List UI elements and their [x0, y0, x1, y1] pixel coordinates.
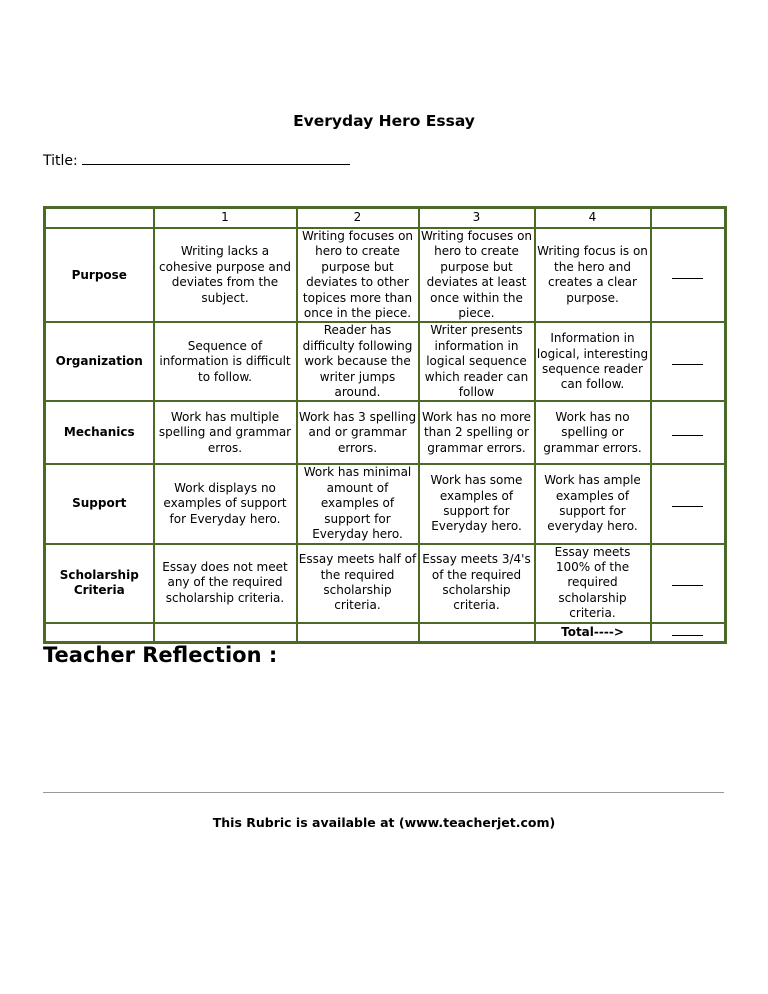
score-blank-mechanics — [651, 401, 726, 464]
empty-cell — [297, 623, 419, 643]
horizontal-divider — [43, 792, 724, 793]
score-blank-support — [651, 464, 726, 543]
criterion-cell: Essay meets 3/4's of the required scholarship criteria. — [419, 544, 535, 623]
criterion-cell: Writing lacks a cohesive purpose and deviates from the subject. — [154, 228, 297, 322]
criterion-cell: Writer presents information in logical sequence which reader can follow — [419, 322, 535, 401]
criterion-cell: Writing focuses on hero to create purpose but deviates to other topices more than once in the piece. — [297, 228, 419, 322]
row-label-organization: Organization — [45, 322, 154, 401]
rubric-row-scholarship-criteria — [45, 544, 726, 623]
score-blank-purpose — [651, 228, 726, 322]
rubric-table — [43, 206, 727, 644]
footer-text: This Rubric is available at (www.teacherjet.com) — [212, 815, 556, 830]
criterion-cell: Reader has difficulty following work because the writer jumps around. — [297, 322, 419, 401]
empty-cell — [45, 623, 154, 643]
rubric-total-row — [45, 623, 726, 643]
rubric-row-mechanics — [45, 401, 726, 464]
rubric-row-support — [45, 464, 726, 543]
score-blank-organization — [651, 322, 726, 401]
criterion-cell: Work has ample examples of support for everyday hero. — [535, 464, 651, 543]
column-header-4: 4 — [535, 208, 651, 229]
criterion-cell: Writing focus is on the hero and creates a clear purpose. — [535, 228, 651, 322]
criterion-cell: Writing focuses on hero to create purpose but deviates at least once within the piece. — [419, 228, 535, 322]
rubric-header-row — [45, 208, 726, 229]
score-blank-total — [651, 623, 726, 643]
criterion-cell: Work has no spelling or grammar errors. — [535, 401, 651, 464]
criterion-cell: Work displays no examples of support for Everyday hero. — [154, 464, 297, 543]
score-line — [672, 625, 703, 636]
criterion-cell: Work has some examples of support for Everyday hero. — [419, 464, 535, 543]
rubric-row-organization — [45, 322, 726, 401]
criterion-cell: Sequence of information is difficult to follow. — [154, 322, 297, 401]
score-line — [672, 496, 703, 507]
empty-cell — [154, 623, 297, 643]
empty-cell — [419, 623, 535, 643]
column-header-score — [651, 208, 726, 229]
column-header-2: 2 — [297, 208, 419, 229]
score-line — [672, 425, 703, 436]
teacher-reflection-heading: Teacher Reflection : — [43, 643, 278, 667]
score-line — [672, 575, 703, 586]
criterion-cell: Work has multiple spelling and grammar erros. — [154, 401, 297, 464]
criterion-cell: Information in logical, interesting sequence reader can follow. — [535, 322, 651, 401]
criterion-cell: Essay meets half of the required scholarship criteria. — [297, 544, 419, 623]
criterion-cell: Work has 3 spelling and or grammar errors. — [297, 401, 419, 464]
document-title: Everyday Hero Essay — [293, 112, 475, 130]
score-line — [672, 268, 703, 279]
column-header-3: 3 — [419, 208, 535, 229]
row-label-scholarship-criteria: Scholarship Criteria — [45, 544, 154, 623]
score-line — [672, 354, 703, 365]
score-blank-scholarship-criteria — [651, 544, 726, 623]
title-label: Title: — [43, 153, 78, 169]
header-corner-cell — [45, 208, 154, 229]
row-label-support: Support — [45, 464, 154, 543]
criterion-cell: Essay meets 100% of the required scholarship criteria. — [535, 544, 651, 623]
criterion-cell: Work has minimal amount of examples of support for Everyday hero. — [297, 464, 419, 543]
column-header-1: 1 — [154, 208, 297, 229]
row-label-mechanics: Mechanics — [45, 401, 154, 464]
rubric-row-purpose — [45, 228, 726, 322]
criterion-cell: Work has no more than 2 spelling or grammar errors. — [419, 401, 535, 464]
total-label: Total----> — [535, 623, 651, 643]
criterion-cell: Essay does not meet any of the required scholarship criteria. — [154, 544, 297, 623]
row-label-purpose: Purpose — [45, 228, 154, 322]
title-blank-line — [82, 150, 350, 165]
title-field — [43, 150, 350, 169]
